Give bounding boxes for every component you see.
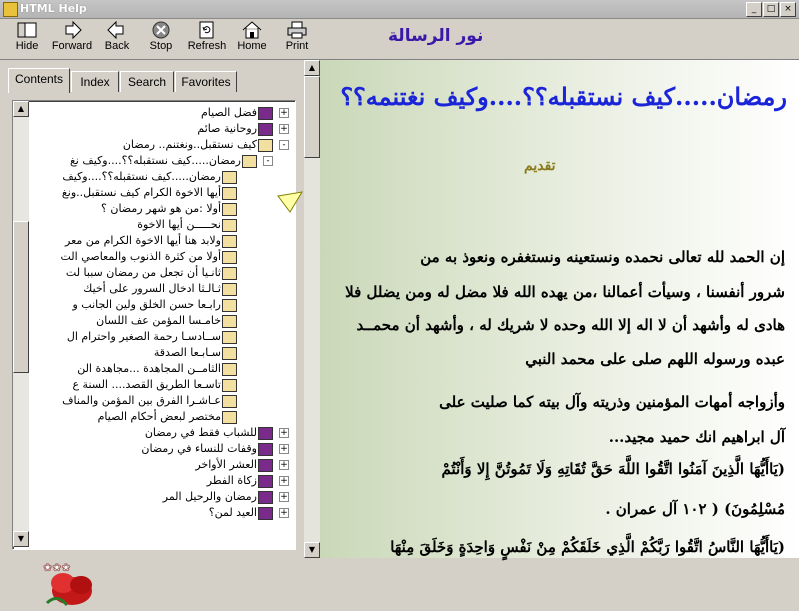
svg-text:❀❀❀: ❀❀❀ [43,561,71,574]
tree-item[interactable] [31,137,257,153]
scroll-down-button[interactable]: ▼ [13,531,29,547]
topic-content [304,60,799,558]
expand-icon[interactable]: + [280,428,288,438]
home-button[interactable] [236,21,268,57]
pointer-cursor-icon [276,190,304,214]
toolbar [0,19,799,60]
back-label: Back [104,40,130,52]
collapse-icon[interactable]: - [279,140,289,150]
paragraph-line: (يَاأَيُّهَا النَّاسُ اتَّقُوا رَبَّكُمْ الَّذِي خَلَقَكُمْ مِنْ نَفْسٍ وَاحِدَةٍ وَخَلَقَ مِنْهَا [390,538,785,556]
closed-book-icon [258,443,273,456]
forward-button[interactable] [50,21,94,57]
tree-item-label: رمضان.....كيف نستقبله؟؟....وكيف [62,170,221,183]
tree-item-label: للشباب فقط في رمضان [144,426,257,439]
contents-tree [12,100,296,574]
content-scroll-up[interactable]: ▲ [304,60,320,76]
tree-item-label: تاسـعا الطريق القصد.... السنة ع [72,378,221,391]
tree-item-label: سـابـعا الصدقة [153,346,221,359]
page-book-icon [222,379,237,392]
printer-icon [286,21,308,39]
tree-item[interactable] [31,233,221,249]
tree-item[interactable] [31,345,221,361]
tree-item[interactable] [31,393,221,409]
tree-item-label: زكاة الفطر [206,474,257,487]
tree-item[interactable] [31,329,221,345]
refresh-label: Refresh [187,40,227,52]
tree-item-label: مختصر لبعض أحكام الصيام [97,410,221,423]
page-book-icon [222,315,237,328]
closed-book-icon [258,123,273,136]
tree-item[interactable] [31,489,257,505]
tree-item-label: ســادسـا رحمة الصغير واحترام ال [66,330,221,343]
refresh-icon [196,21,218,39]
paragraph-line: مُسْلِمُونَ) ( ١٠٢ آل عمران . [605,500,785,518]
tree-item[interactable] [31,153,241,169]
forward-label: Forward [51,40,93,52]
print-label: Print [285,40,309,52]
tree-item[interactable] [31,409,221,425]
page-book-icon [222,347,237,360]
tree-item[interactable] [31,361,221,377]
tree-item[interactable] [31,281,221,297]
paragraph-line: هادى له وأشهد أن لا اله إلا الله وحده لا شريك له ، وأشهد أن محمــد [356,316,785,334]
content-scroll-thumb[interactable] [304,76,320,158]
page-book-icon [222,187,237,200]
tree-item-label: ولابد هنا أيها الاخوة الكرام من معر [65,234,221,247]
page-book-icon [222,251,237,264]
tree-item[interactable] [31,505,257,521]
tree-item[interactable] [31,105,257,121]
open-book-icon [258,139,273,152]
tab-contents[interactable]: Contents [8,68,70,93]
closed-book-icon [258,107,273,120]
page-book-icon [222,363,237,376]
page-book-icon [222,411,237,424]
back-arrow-icon [106,21,128,39]
stop-label: Stop [149,40,173,52]
closed-book-icon [258,475,273,488]
open-book-icon [242,155,257,168]
tree-item-label: رمضان والرحيل المر [162,490,257,503]
tree-item-label: العيد لمن؟ [208,506,257,519]
expand-icon[interactable]: + [280,108,288,118]
rose-decoration-icon [37,553,107,611]
paragraph-line: آل ابراهيم انك حميد مجيد... [608,428,785,446]
collapse-icon[interactable]: - [263,156,273,166]
tree-item[interactable] [31,441,257,457]
navigation-pane [0,60,301,574]
hide-button[interactable] [12,21,42,57]
closed-book-icon [258,507,273,520]
content-scroll-down[interactable]: ▼ [304,542,320,558]
help-app-icon [3,2,18,17]
tab-favorites[interactable]: Favorites [175,71,237,92]
forward-arrow-icon [61,21,83,39]
paragraph-line: وأزواجه أمهات المؤمنين وذريته وآل بيته كما صليت على [439,393,785,411]
tree-item-label: رمضان.....كيف نستقبله؟؟....وكيف نغ [69,154,241,167]
tree-item-label: الثامــن المجاهدة ...مجاهدة الن [77,362,221,375]
tree-item-label: ثانـيا أن تجعل من رمضان سببا لت [65,266,221,279]
expand-icon[interactable]: + [280,124,288,134]
tab-search[interactable]: Search [120,71,174,92]
home-icon [241,21,263,39]
tree-item-label: وقفات للنساء في رمضان [141,442,257,455]
print-button[interactable] [282,21,312,57]
page-book-icon [222,171,237,184]
tree-scrollbar[interactable] [13,101,29,547]
page-book-icon [222,331,237,344]
close-button[interactable]: × [780,2,796,17]
tree-item-label: خامـسا المؤمن عف اللسان [96,314,221,327]
back-button[interactable] [100,21,134,57]
tree-item[interactable] [31,185,221,201]
maximize-button[interactable]: □ [763,2,779,17]
page-book-icon [222,235,237,248]
page-book-icon [222,283,237,296]
tree-item-label: فضل الصيام [200,106,257,119]
tree-item[interactable] [31,473,257,489]
page-book-icon [222,203,237,216]
expand-icon[interactable]: + [280,508,288,518]
scroll-up-button[interactable]: ▲ [13,101,29,117]
tree-item-label: روحانية صائم [197,122,257,135]
page-book-icon [222,267,237,280]
tree-item[interactable] [31,457,257,473]
expand-icon[interactable]: + [280,476,288,486]
site-logo: نور الرسالة [388,26,484,46]
tree-item-label: رابـعا حسن الخلق ولين الجانب و [72,298,221,311]
tree-item[interactable] [31,201,221,217]
closed-book-icon [258,491,273,504]
expand-icon[interactable]: + [280,444,288,454]
title-bar [0,0,799,19]
tree-item-label: أولا :من هو شهر رمضان ؟ [101,202,221,215]
tree-item[interactable] [31,297,221,313]
tree-item[interactable] [31,425,257,441]
tab-index[interactable]: Index [71,71,119,92]
page-book-icon [222,299,237,312]
topic-subtitle: تقديم [524,158,556,174]
refresh-button[interactable] [186,21,228,57]
home-label: Home [237,40,267,52]
tree-item[interactable] [31,377,221,393]
scroll-thumb[interactable] [13,221,29,373]
topic-title: رمضان.....كيف نستقبله؟؟....وكيف نغتنمه؟؟ [340,82,787,111]
tree-item[interactable] [31,169,221,185]
tree-item-label: أيها الاخوة الكرام كيف نستقبل..ونغ [61,186,221,199]
tree-item[interactable] [31,249,221,265]
closed-book-icon [258,427,273,440]
expand-icon[interactable]: + [280,460,288,470]
tree-item-label: أولا من كثرة الذنوب والمعاصي الت [60,250,221,263]
paragraph-line: شرور أنفسنا ، وسيأت أعمالنا ،من يهده الله فلا مضل له ومن يضلل فلا [345,283,785,301]
tree-item[interactable] [31,217,221,233]
paragraph-line: عبده ورسوله اللهم صلى على محمد النبي [525,350,785,368]
window-title: HTML Help [20,2,87,15]
tree-item-label: ثـالـثا ادخال السرور على أخيك [83,282,221,295]
tree-item[interactable] [31,265,221,281]
tree-item-label: العشر الأواخر [195,458,257,471]
hide-icon [16,21,38,39]
tree-item-label: نحـــــن أيها الاخوة [137,218,221,231]
tree-item[interactable] [31,313,221,329]
tree-item[interactable] [31,121,257,137]
content-scrollbar[interactable] [304,60,320,558]
page-book-icon [222,219,237,232]
hide-label: Hide [15,40,39,52]
page-book-icon [222,395,237,408]
paragraph-line: إن الحمد لله تعالى نحمده ونستعينه ونستغفره ونعوذ به من [420,248,785,266]
expand-icon[interactable]: + [280,492,288,502]
closed-book-icon [258,459,273,472]
stop-button[interactable] [146,21,176,57]
minimize-button[interactable]: _ [746,2,762,17]
stop-icon [150,21,172,39]
tree-item-label: عـاشـرا الفرق بين المؤمن والمناف [62,394,221,407]
paragraph-line: (يَاأَيُّهَا الَّذِينَ آمَنُوا اتَّقُوا اللَّهَ حَقَّ تُقَاتِهِ وَلَا تَمُوتُنَّ إِلا وَأَنْتُمْ [441,460,785,478]
tree-item-label: كيف نستقبل..ونغتنم.. رمضان [122,138,257,151]
